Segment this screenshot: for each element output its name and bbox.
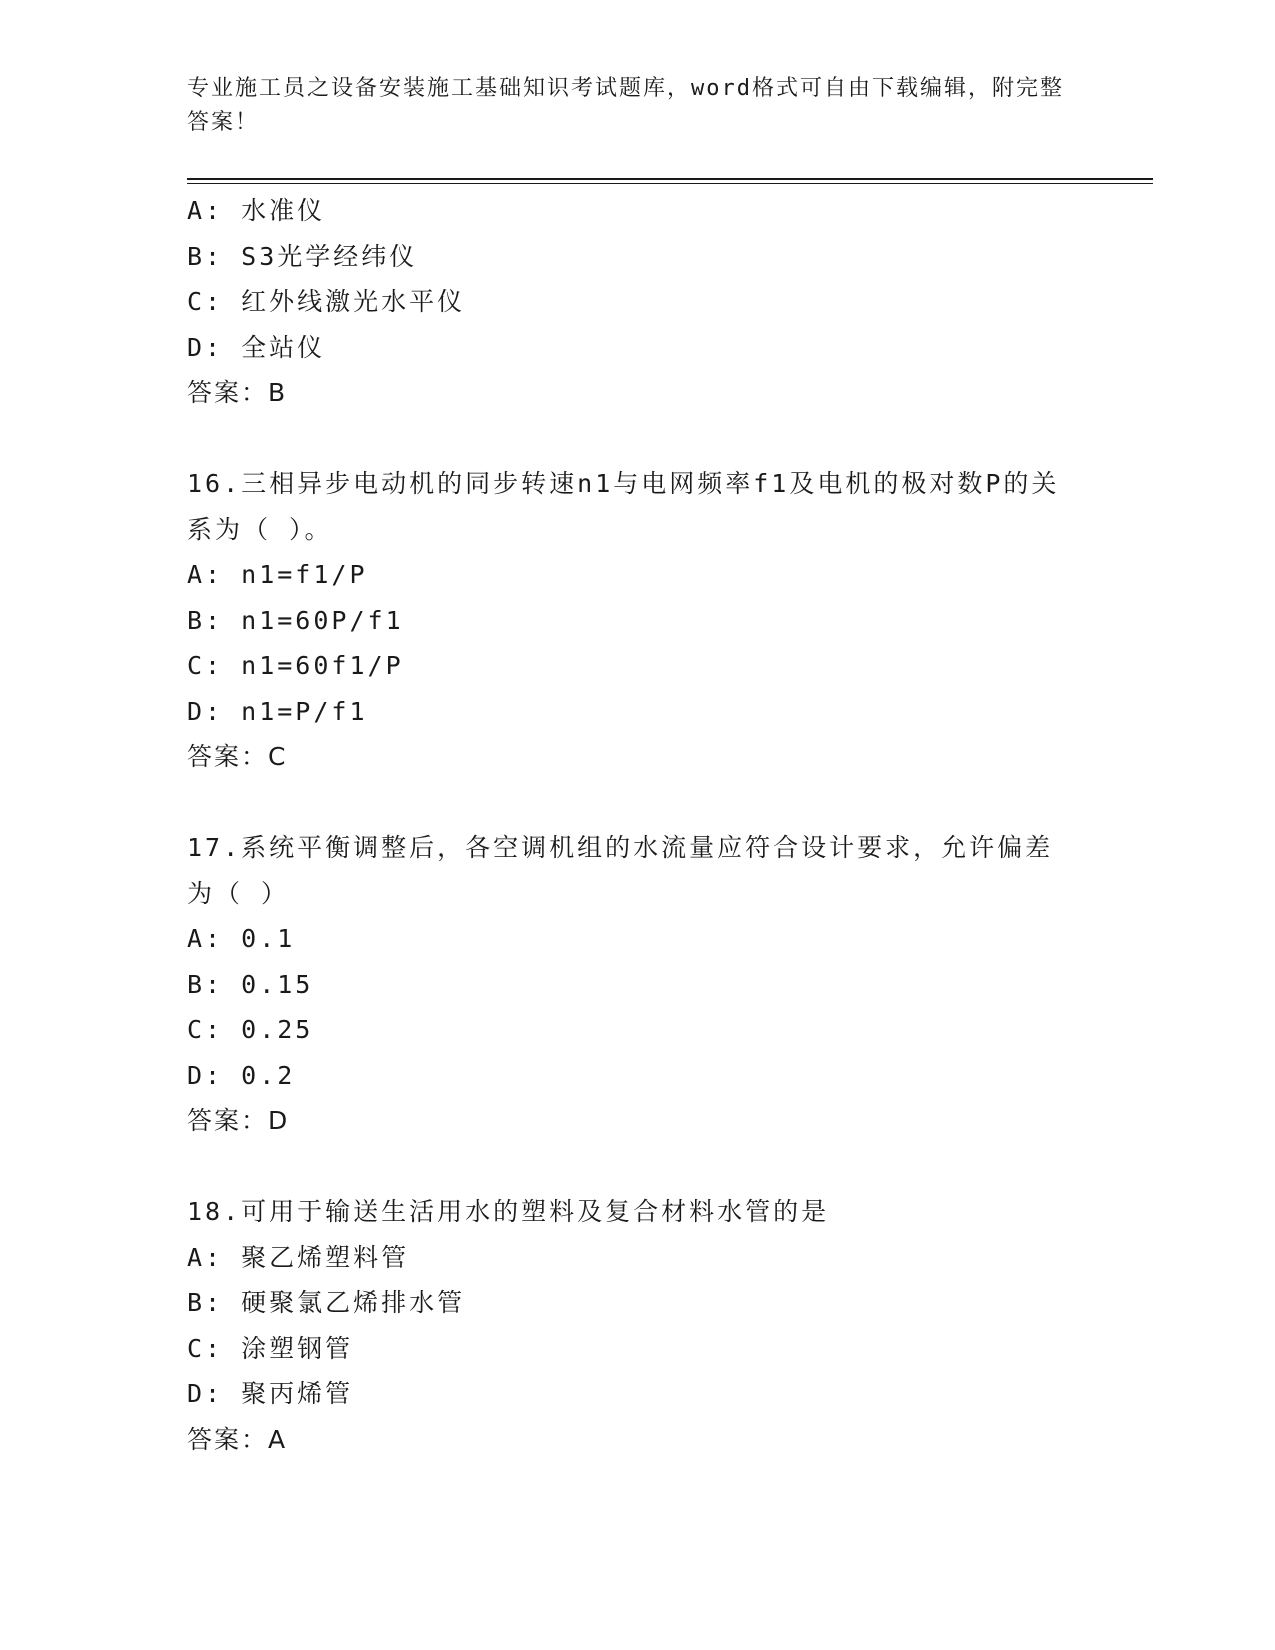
- answer-line: 答案：B: [187, 378, 288, 407]
- option-c: C: 0.25: [187, 1015, 314, 1044]
- option-c: C: n1=60f1/P: [187, 651, 404, 680]
- question-block-16: [187, 461, 1077, 780]
- spacer: [187, 780, 1077, 826]
- option-d: D: n1=P/f1: [187, 696, 368, 726]
- option-a: A: n1=f1/P: [187, 560, 368, 589]
- question-block-continued: [187, 188, 1077, 416]
- question-stem: 16.三相异步电动机的同步转速n1与电网频率f1及电机的极对数P的关系为（ ）。: [187, 469, 1060, 544]
- option-a: A: 聚乙烯塑料管: [187, 1242, 410, 1272]
- option-d: D: 全站仪: [187, 332, 326, 362]
- spacer: [187, 416, 1077, 462]
- question-block-17: [187, 825, 1077, 1144]
- answer-line: 答案：D: [187, 1106, 290, 1135]
- divider-thick-line: [187, 178, 1153, 180]
- option-d: D: 0.2: [187, 1060, 296, 1090]
- answer-line: 答案：C: [187, 742, 288, 771]
- option-b: B: n1=60P/f1: [187, 605, 404, 635]
- option-b: B: 硬聚氯乙烯排水管: [187, 1288, 466, 1317]
- question-block-18: [187, 1189, 1077, 1462]
- option-b: B: S3光学经纬仪: [187, 241, 418, 271]
- document-header: 专业施工员之设备安装施工基础知识考试题库，word格式可自由下载编辑，附完整答案！: [187, 76, 1064, 135]
- question-stem: 18.可用于输送生活用水的塑料及复合材料水管的是: [187, 1197, 830, 1226]
- question-list: [187, 188, 1077, 1462]
- divider-thin-line: [187, 183, 1153, 184]
- option-a: A: 水准仪: [187, 196, 326, 225]
- option-a: A: 0.1: [187, 924, 296, 953]
- option-d: D: 聚丙烯管: [187, 1379, 354, 1408]
- answer-line: 答案：A: [187, 1424, 288, 1454]
- option-c: C: 红外线激光水平仪: [187, 287, 466, 316]
- option-b: B: 0.15: [187, 969, 314, 999]
- spacer: [187, 1144, 1077, 1190]
- option-c: C: 涂塑钢管: [187, 1333, 354, 1363]
- header-divider: [187, 178, 1153, 185]
- question-stem: 17.系统平衡调整后，各空调机组的水流量应符合设计要求，允许偏差为（ ）: [187, 833, 1054, 908]
